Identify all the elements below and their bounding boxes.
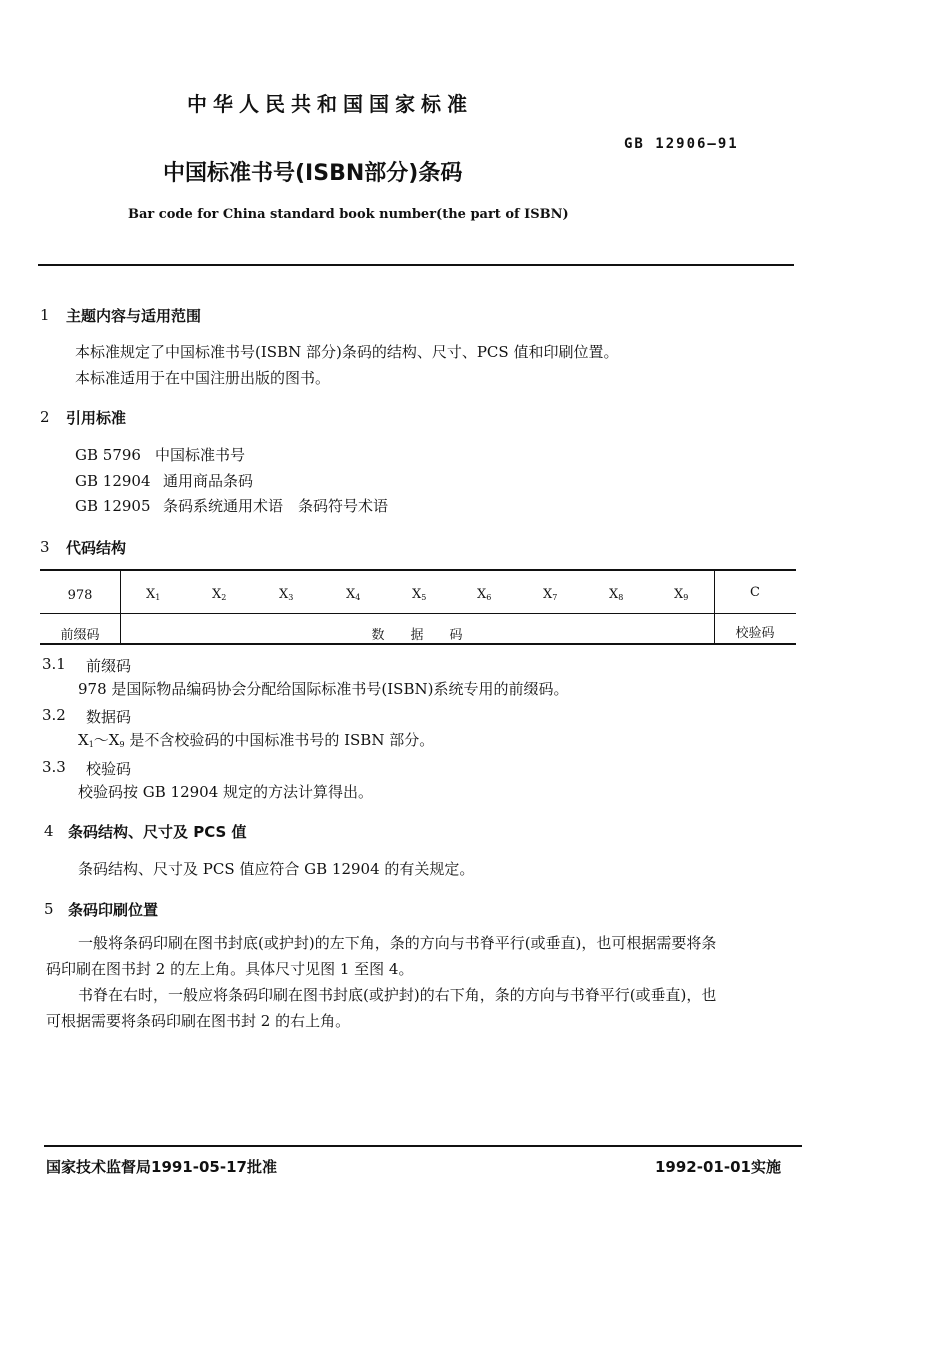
code-structure-table <box>40 569 796 645</box>
subsection-3-3-number: 3.3 <box>42 758 66 776</box>
section-5-paragraph-2-line-1: 书脊在右时，一般应将条码印刷在图书封底(或护封)的右下角，条的方向与书脊平行(或垂直)，也 <box>78 986 717 1004</box>
subsection-3-1-text: 978 是国际物品编码协会分配给国际标准书号(ISBN)系统专用的前缀码。 <box>78 680 569 698</box>
subsection-3-3-text: 校验码按 GB 12904 规定的方法计算得出。 <box>78 783 374 801</box>
section-5-number: 5 <box>44 900 54 918</box>
document-title-en: Bar code for China standard book number(the part of ISBN) <box>128 207 569 222</box>
check-label: 校验码 <box>735 626 775 641</box>
header-rule <box>38 264 794 266</box>
national-standard-heading: 中华人民共和国国家标准 <box>187 92 473 116</box>
footer-rule <box>44 1145 802 1147</box>
section-2-title: 引用标准 <box>66 409 127 427</box>
reference-code: GB 12905 <box>75 497 151 515</box>
standard-number: GB 12906—91 <box>624 136 739 152</box>
section-1-line-1: 本标准规定了中国标准书号(ISBN 部分)条码的结构、尺寸、PCS 值和印刷位置。 <box>75 343 619 361</box>
subsection-3-3-title: 校验码 <box>86 760 132 778</box>
reference-name: 条码系统通用术语 条码符号术语 <box>163 497 389 515</box>
section-4-number: 4 <box>44 822 54 840</box>
section-4-text: 条码结构、尺寸及 PCS 值应符合 GB 12904 的有关规定。 <box>78 860 475 878</box>
data-digit: $X_4$ <box>346 587 361 602</box>
document-title-cn: 中国标准书号(ISBN部分)条码 <box>163 161 463 186</box>
check-digit: C <box>750 585 760 600</box>
reference-code: GB 12904 <box>75 472 151 490</box>
section-5-paragraph-2-line-2: 可根据需要将条码印刷在图书封 2 的右上角。 <box>46 1012 351 1030</box>
data-label: 数 据 码 <box>371 628 463 643</box>
section-5-title: 条码印刷位置 <box>68 901 159 919</box>
table-row-divider <box>40 613 796 614</box>
data-digit: $X_7$ <box>543 587 558 602</box>
approval-date: 国家技术监督局1991-05-17批准 <box>46 1158 277 1176</box>
prefix-label: 前缀码 <box>60 628 100 643</box>
data-digit: $X_9$ <box>674 587 689 602</box>
reference-name: 通用商品条码 <box>163 472 254 490</box>
section-3-number: 3 <box>40 538 50 556</box>
section-1-line-2: 本标准适用于在中国注册出版的图书。 <box>75 369 331 387</box>
reference-name: 中国标准书号 <box>155 446 246 464</box>
subsection-3-2-text: $X_1\sim X_9$ 是不含校验码的中国标准书号的 ISBN 部分。 <box>78 731 435 749</box>
section-3-title: 代码结构 <box>66 539 127 557</box>
section-4-title: 条码结构、尺寸及 PCS 值 <box>68 823 247 841</box>
section-1-title: 主题内容与适用范围 <box>66 307 202 325</box>
data-digit: $X_8$ <box>609 587 624 602</box>
data-digit: $X_1$ <box>146 587 161 602</box>
subsection-3-2-number: 3.2 <box>42 706 66 724</box>
section-2-number: 2 <box>40 408 50 426</box>
prefix-value: 978 <box>67 588 93 603</box>
section-5-paragraph-1-line-1: 一般将条码印刷在图书封底(或护封)的左下角，条的方向与书脊平行(或垂直)，也可根据需要将条 <box>78 934 717 952</box>
effective-date: 1992-01-01实施 <box>655 1158 781 1176</box>
section-5-paragraph-1-line-2: 码印刷在图书封 2 的左上角。具体尺寸见图 1 至图 4。 <box>46 960 414 978</box>
subsection-3-1-number: 3.1 <box>42 655 66 673</box>
data-digit: $X_6$ <box>477 587 492 602</box>
data-digit: $X_2$ <box>212 587 227 602</box>
subsection-3-2-title: 数据码 <box>86 708 132 726</box>
section-1-number: 1 <box>40 306 50 324</box>
subsection-3-1-title: 前缀码 <box>86 657 132 675</box>
data-digit: $X_5$ <box>412 587 427 602</box>
data-digit: $X_3$ <box>279 587 294 602</box>
reference-code: GB 5796 <box>75 446 141 464</box>
